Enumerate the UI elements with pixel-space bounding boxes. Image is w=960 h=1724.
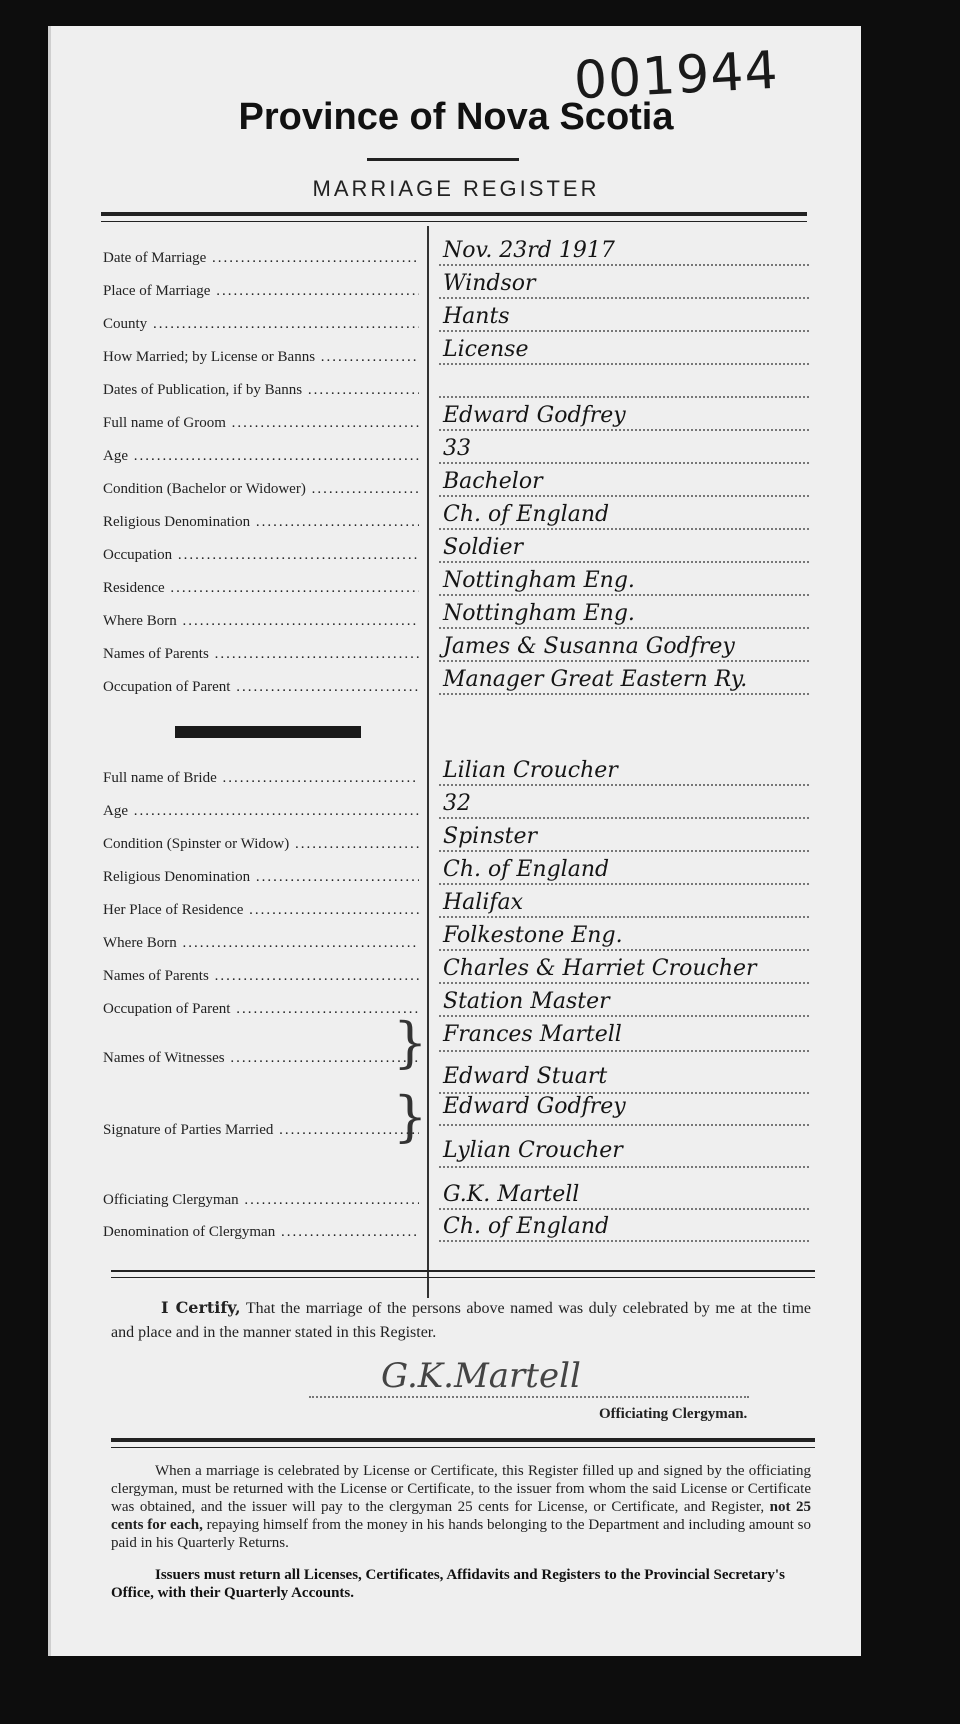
signature-bride-value: Lylian Croucher [443, 1138, 623, 1163]
denomination-clergy-line [439, 1240, 809, 1242]
certify-lead: I Certify, [161, 1298, 241, 1317]
bride-field-label: Religious Denomination ..... [103, 869, 419, 886]
signatures-label: Signature of Parties Married ..... [103, 1122, 419, 1139]
marriage-field-line [439, 561, 809, 563]
marriage-field-value: 33 [443, 436, 471, 461]
marriage-field-label: Where Born ..... [103, 613, 419, 630]
signature-line [309, 1396, 749, 1398]
marriage-field-value: Hants [443, 304, 510, 329]
marriage-field-value: Nov. 23rd 1917 [443, 238, 615, 263]
notice-part-1: When a marriage is celebrated by License or Certificate, this Register filled up and signed by the officiating clergyman, must be returned with the License or Certificate, to the issuer from whom the said License or Certificate was obtained, and the issuer will pay to the clergyman 25 cents for License, or Certificate, and Register, [111, 1463, 811, 1515]
bride-field-label: Where Born ..... [103, 935, 419, 952]
bride-field-line [439, 817, 809, 819]
marriage-field-line [439, 627, 809, 629]
bride-field-value: Station Master [443, 989, 610, 1014]
marriage-field-value: Nottingham Eng. [443, 568, 635, 593]
marriage-field-value: Bachelor [443, 469, 543, 494]
bride-field-label: Her Place of Residence ..... [103, 902, 419, 919]
bride-field-value: Ch. of England [443, 857, 610, 882]
marriage-field-line [439, 495, 809, 497]
witness-1-line [439, 1050, 809, 1052]
notice-bold: not 25 cents for each, [111, 1499, 812, 1533]
bride-field-line [439, 982, 809, 984]
marriage-field-line [439, 462, 809, 464]
bride-field-line [439, 1015, 809, 1017]
marriage-field-label: Place of Marriage ..... [103, 283, 419, 300]
signature-title: Officiating Clergyman. [599, 1406, 748, 1422]
bride-field-value: 32 [443, 791, 471, 816]
marriage-field-line [439, 363, 809, 365]
marriage-field-label: Occupation ..... [103, 547, 419, 564]
marriage-field-label: Occupation of Parent ..... [103, 679, 419, 696]
signature-bride-line [439, 1166, 809, 1168]
marriage-field-label: Condition (Bachelor or Widower) ..... [103, 481, 419, 498]
marriage-field-line [439, 693, 809, 695]
marriage-field-value: James & Susanna Godfrey [443, 634, 735, 659]
bride-field-line [439, 784, 809, 786]
bride-field-label: Age ..... [103, 803, 419, 820]
bride-field-value: Folkestone Eng. [443, 923, 623, 948]
marriage-field-value: Soldier [443, 535, 524, 560]
certify-divider [111, 1270, 815, 1278]
marriage-field-label: Full name of Groom ..... [103, 415, 419, 432]
notice-part-2: repaying himself from the money in his hands belonging to the Department and including amount so paid in his Quarterly Returns. [111, 1517, 811, 1551]
marriage-field-label: Dates of Publication, if by Banns ..... [103, 382, 419, 399]
title-divider [367, 158, 519, 161]
marriage-field-label: Religious Denomination ..... [103, 514, 419, 531]
marriage-field-value: Windsor [443, 271, 536, 296]
signature-groom-line [439, 1124, 809, 1126]
bride-field-label: Names of Parents ..... [103, 968, 419, 985]
bride-section-bar [175, 726, 361, 738]
notice-paragraph [111, 1462, 811, 1552]
register-number: 001944 [573, 40, 781, 112]
witnesses-brace: } [393, 1011, 428, 1074]
bride-field-line [439, 949, 809, 951]
marriage-field-label: Date of Marriage ..... [103, 250, 419, 267]
marriage-register-document [48, 26, 861, 1656]
officiating-label: Officiating Clergyman ..... [103, 1192, 419, 1209]
bride-field-line [439, 850, 809, 852]
clergy-signature: G.K.Martell [381, 1356, 581, 1396]
marriage-field-label: Age ..... [103, 448, 419, 465]
header-divider [101, 212, 807, 222]
denomination-clergy-value: Ch. of England [443, 1214, 610, 1239]
marriage-field-value: Nottingham Eng. [443, 601, 635, 626]
marriage-field-line [439, 396, 809, 398]
marriage-field-label: Names of Parents ..... [103, 646, 419, 663]
marriage-field-value: Ch. of England [443, 502, 610, 527]
officiating-value: G.K. Martell [443, 1182, 580, 1207]
marriage-field-label: County ..... [103, 316, 419, 333]
signature-groom-value: Edward Godfrey [443, 1094, 626, 1119]
marriage-field-value: Edward Godfrey [443, 403, 626, 428]
bride-field-label: Occupation of Parent ..... [103, 1001, 419, 1018]
bride-field-line [439, 916, 809, 918]
marriage-field-line [439, 660, 809, 662]
bride-field-value: Charles & Harriet Croucher [443, 956, 757, 981]
bride-field-label: Condition (Spinster or Widow) ..... [103, 836, 419, 853]
certify-statement [111, 1296, 811, 1345]
bride-field-value: Spinster [443, 824, 538, 849]
signatures-brace: } [393, 1085, 428, 1148]
issuers-note: Issuers must return all Licenses, Certificates, Affidavits and Registers to the Provincial Secretary's Office, with their Quarterly Accounts. [111, 1567, 785, 1601]
witness-2-value: Edward Stuart [443, 1064, 608, 1089]
marriage-field-label: How Married; by License or Banns ..... [103, 349, 419, 366]
marriage-field-line [439, 330, 809, 332]
bride-field-value: Halifax [443, 890, 524, 915]
witnesses-label: Names of Witnesses ..... [103, 1050, 419, 1067]
bride-field-line [439, 883, 809, 885]
marriage-field-value: Manager Great Eastern Ry. [443, 667, 748, 692]
marriage-field-label: Residence ..... [103, 580, 419, 597]
witness-1-value: Frances Martell [443, 1022, 622, 1047]
marriage-field-line [439, 594, 809, 596]
marriage-field-line [439, 264, 809, 266]
marriage-field-value: License [443, 337, 529, 362]
marriage-field-line [439, 297, 809, 299]
page-title: Province of Nova Scotia [238, 96, 674, 138]
certify-text: That the marriage of the persons above named was duly celebrated by me at the time and place and in the manner stated in this Register. [111, 1300, 811, 1341]
bride-field-value: Lilian Croucher [443, 758, 618, 783]
marriage-field-line [439, 528, 809, 530]
page-subtitle: MARRIAGE REGISTER [312, 176, 600, 201]
marriage-field-line [439, 429, 809, 431]
officiating-line [439, 1208, 809, 1210]
notice-divider [111, 1438, 815, 1448]
bride-field-label: Full name of Bride ..... [103, 770, 419, 787]
denomination-clergy-label: Denomination of Clergyman ..... [103, 1224, 419, 1241]
